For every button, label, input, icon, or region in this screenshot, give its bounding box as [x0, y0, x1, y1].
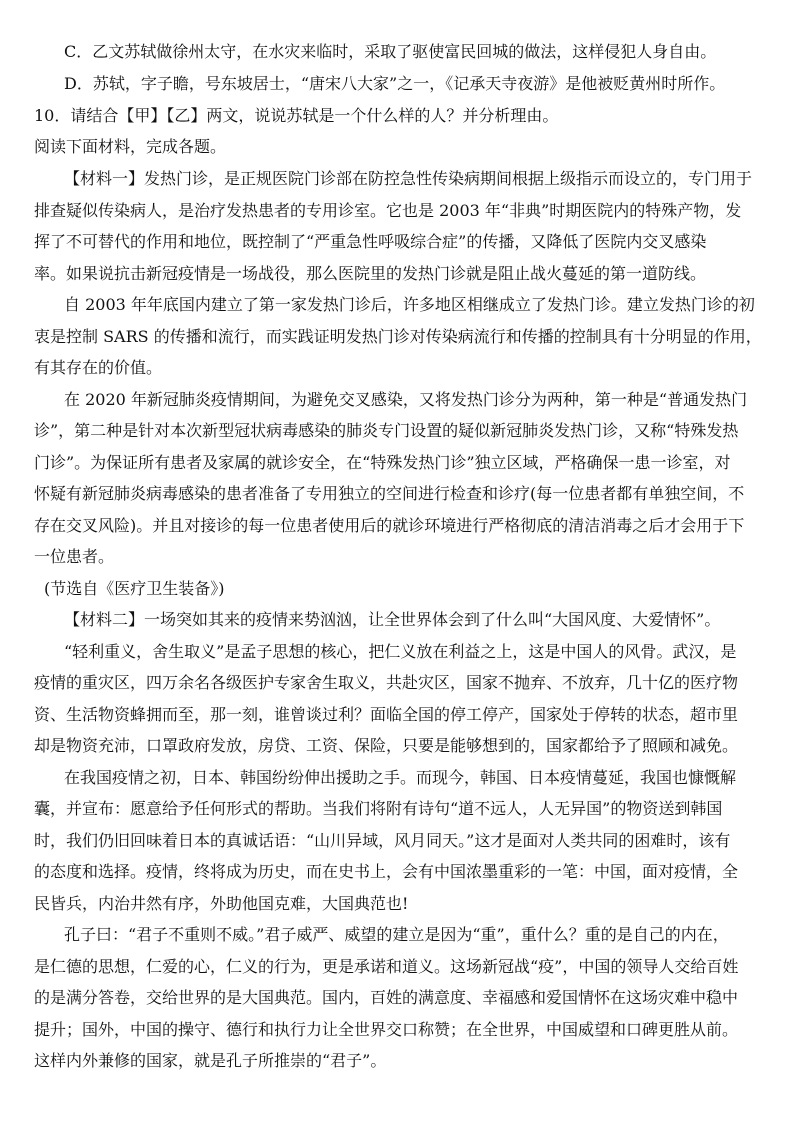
material1-line: 门诊”。为保证所有患者及家属的就诊安全，在“特殊发热门诊”独立区域，严格确保一患一诊室，对: [34, 453, 731, 472]
material2-line: 【材料二】一场突如其来的疫情来势汹汹，让全世界体会到了什么叫“大国风度、大爱情怀”。: [64, 610, 721, 629]
material2-line: 提升；国外，中国的操守、德行和执行力让全世界交口称赞；在全世界，中国威望和口碑更胜从前。: [34, 1020, 739, 1039]
question-10: 10．请结合【甲】【乙】两文，说说苏轼是一个什么样的人？并分析理由。: [34, 106, 559, 125]
reading-intro: 阅读下面材料，完成各题。: [34, 137, 227, 156]
material1-line: 排查疑似传染病人，是治疗发热患者的专用诊室。它也是 2003 年“非典”时期医院内的特殊产物，发: [34, 201, 742, 220]
material2-line: 这样内外兼修的国家，就是孔子所推崇的“君子”。: [34, 1051, 387, 1070]
material1-line: 诊”，第二种是针对本次新型冠状病毒感染的肺炎专门设置的疑似新冠肺炎发热门诊，又称“特殊发热: [34, 421, 739, 440]
material2-line: 是仁德的思想，仁爱的心，仁义的行为，更是承诺和道义。这场新冠战“疫”，中国的领导人交给百姓: [34, 957, 739, 976]
question-9-option-c: C．乙文苏轼做徐州太守，在水灾来临时，采取了驱使富民回城的做法，这样侵犯人身自由。: [64, 42, 717, 61]
material1-line: 自 2003 年年底国内建立了第一家发热门诊后，许多地区相继成立了发热门诊。建立发热门诊的初: [64, 295, 755, 314]
material1-line: 衷是控制 SARS 的传播和流行，而实践证明发热门诊对传染病流行和传播的控制具有十分明显的作用，: [34, 327, 762, 346]
question-9-option-d: D．苏轼，字子瞻，号东坡居士，“唐宋八大家”之一，《记承天寺夜游》是他被贬黄州时所作。: [64, 74, 726, 93]
material1-line: 有其存在的价值。: [34, 358, 163, 377]
material1-line: 在 2020 年新冠肺炎疫情期间，为避免交叉感染，又将发热门诊分为两种，第一种是“普通发热门: [64, 390, 748, 409]
material1-source: (节选自《医疗卫生装备》): [44, 579, 225, 598]
material1-line: 【材料一】发热门诊，是正规医院门诊部在防控急性传染病期间根据上级指示而设立的，专门用于: [64, 169, 753, 188]
material2-line: 囊，并宣布：愿意给予任何形式的帮助。当我们将附有诗句“道不远人，人无异国”的物资送到韩国: [34, 799, 723, 818]
material2-line: 民皆兵，内治井然有序，外助他国克难，大国典范也!: [34, 894, 409, 913]
material1-line: 一位患者。: [34, 547, 115, 566]
material2-line: 却是物资充沛，口罩政府发放，房贷、工资、保险，只要是能够想到的，国家都给予了照顾和减免。: [34, 736, 739, 755]
material2-line: 在我国疫情之初，日本、韩国纷纷伸出援助之手。而现今，韩国、日本疫情蔓延，我国也慷慨解: [64, 768, 737, 787]
material1-line: 怀疑有新冠肺炎病毒感染的患者准备了专用独立的空间进行检查和诊疗(每一位患者都有单独空间，不: [34, 484, 745, 503]
material1-line: 率。如果说抗击新冠疫情是一场战役，那么医院里的发热门诊就是阻止战火蔓延的第一道防线。: [34, 264, 707, 283]
material2-line: 的态度和选择。疫情，终将成为历史，而在史书上，会有中国浓墨重彩的一笔：中国，面对疫情，全: [34, 862, 739, 881]
material2-line: 的是满分答卷，交给世界的是大国典范。国内，百姓的满意度、幸福感和爱国情怀在这场灾难中稳中: [34, 988, 739, 1007]
material1-line: 存在交叉风险)。并且对接诊的每一位患者使用后的就诊环境进行严格彻底的清洁消毒之后才会用于下: [34, 516, 745, 535]
material2-line: “轻利重义，舍生取义”是孟子思想的核心，把仁义放在利益之上，这是中国人的风骨。武汉，是: [64, 642, 737, 661]
material2-line: 孔子曰：“君子不重则不威。”君子威严、威望的建立是因为“重”，重什么？重的是自己的内在，: [64, 925, 729, 944]
material2-line: 疫情的重灾区，四万余名各级医护专家舍生取义，共赴灾区，国家不抛弃、不放弃，几十亿的医疗物: [34, 673, 739, 692]
material1-line: 挥了不可替代的作用和地位，既控制了“严重急性呼吸综合症”的传播，又降低了医院内交叉感染: [34, 232, 707, 251]
material2-line: 资、生活物资蜂拥而至，那一刻，谁曾谈过利？面临全国的停工停产，国家处于停转的状态，超市里: [34, 705, 739, 724]
material2-line: 时，我们仍旧回味着日本的真诚话语：“山川异域，风月同天。”这才是面对人类共同的困难时，该有: [34, 831, 731, 850]
